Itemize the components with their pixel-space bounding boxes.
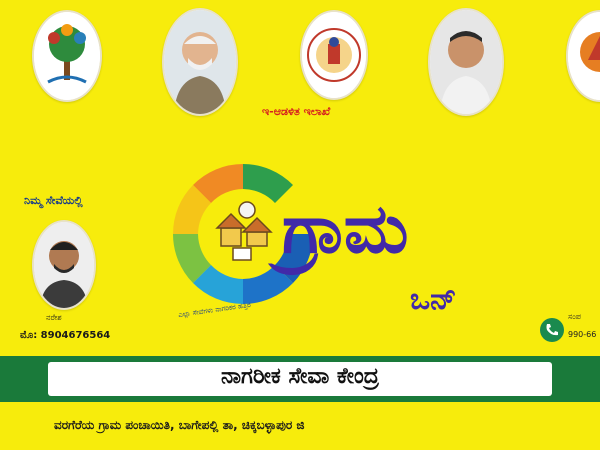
representative-portrait [32,220,96,310]
leader-portrait-2 [428,8,504,116]
contact-label: ಸಂಪ [568,312,581,321]
at-your-service-title: ನಿಮ್ಮ ಸೇವೆಯಲ್ಲಿ [24,194,83,207]
government-emblem [300,10,368,100]
one-brand-word: ಒನ್ [410,282,457,317]
grama-brand-word: ಗ್ರಾಮ [282,190,407,269]
party-emblem [566,10,600,102]
address-line: ವರಗೆರೆಯ ಗ್ರಾಮ ಪಂಚಾಯಿತಿ, ಬಾಗೇಪಲ್ಲಿ ತಾ, ಚಿಕ್ಕಬಳ್ಳಾಪುರ ಜಿ [54,418,305,432]
representative-phone: ಮೊ: 8904676564 [20,330,111,341]
banner-plate [48,362,552,396]
representative-name: ನರೇಶ [46,313,62,322]
contact-number: 990-66 [568,330,597,339]
department-tagline: ಇ-ಆಡಳಿತ ಇಲಾಖೆ [262,105,331,118]
logo-ring-caption: ಎಲ್ಲಾ ಸೇವೆಗಳು ನಾಗರಿಕರ ಹತ್ತಿರ [177,300,252,320]
tree-logo [32,10,102,102]
citizen-service-center-title: ನಾಗರೀಕ ಸೇವಾ ಕೇಂದ್ರ [221,364,379,389]
service-center-banner [0,356,600,402]
leader-portrait-1 [162,8,238,116]
phone-icon [540,318,564,342]
